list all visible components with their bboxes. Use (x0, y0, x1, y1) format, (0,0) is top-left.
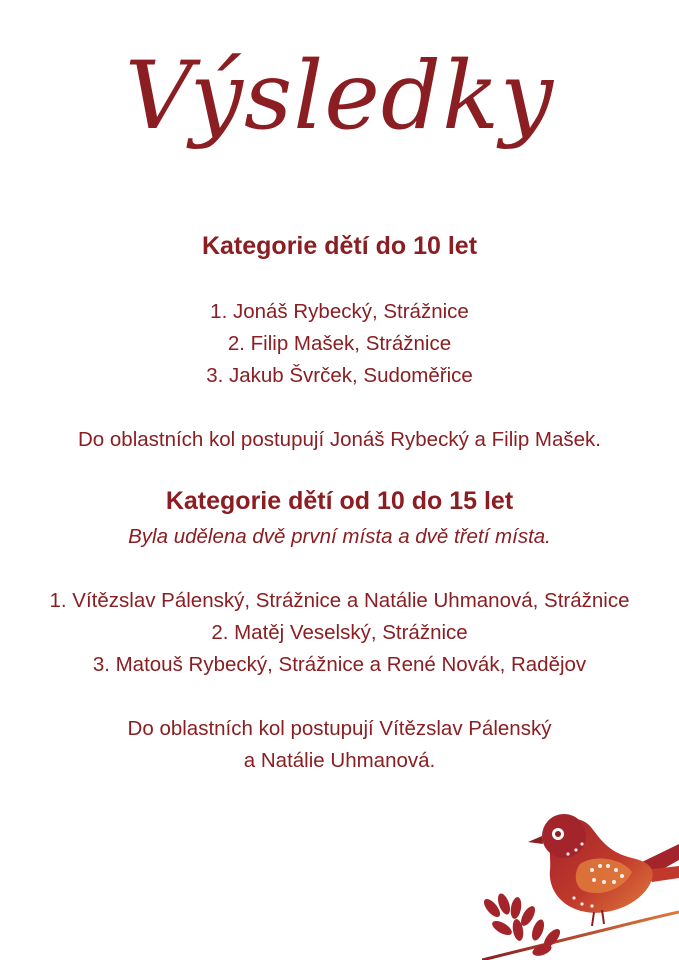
category-1-result-2: 2. Filip Mašek, Strážnice (227, 332, 452, 355)
category-1-result-3: 3. Jakub Švrček, Sudoměřice (206, 364, 473, 387)
page-title: Výsledky (124, 42, 555, 151)
category-1-result-1: 1. Jonáš Rybecký, Strážnice (210, 300, 469, 323)
category-2-advance-line-1: Do oblastních kol postupují Vítězslav Pálenský (127, 717, 552, 740)
category-1-heading: Kategorie dětí do 10 let (201, 232, 478, 260)
category-2-heading: Kategorie dětí od 10 do 15 let (165, 487, 514, 515)
category-2-advance-line-2: a Natálie Uhmanová. (243, 749, 436, 772)
category-1-advance-note: Do oblastních kol postupují Jonáš Rybecký a Filip Mašek. (77, 428, 601, 451)
folk-bird-illustration (482, 800, 679, 960)
category-2-note: Byla udělena dvě první místa a dvě třetí místa. (128, 525, 551, 548)
category-2-result-3: 3. Matouš Rybecký, Strážnice a René Novák, Radějov (92, 653, 587, 676)
category-2-result-1: 1. Vítězslav Pálenský, Strážnice a Natálie Uhmanová, Strážnice (49, 589, 630, 612)
category-2-result-2: 2. Matěj Veselský, Strážnice (211, 621, 468, 644)
